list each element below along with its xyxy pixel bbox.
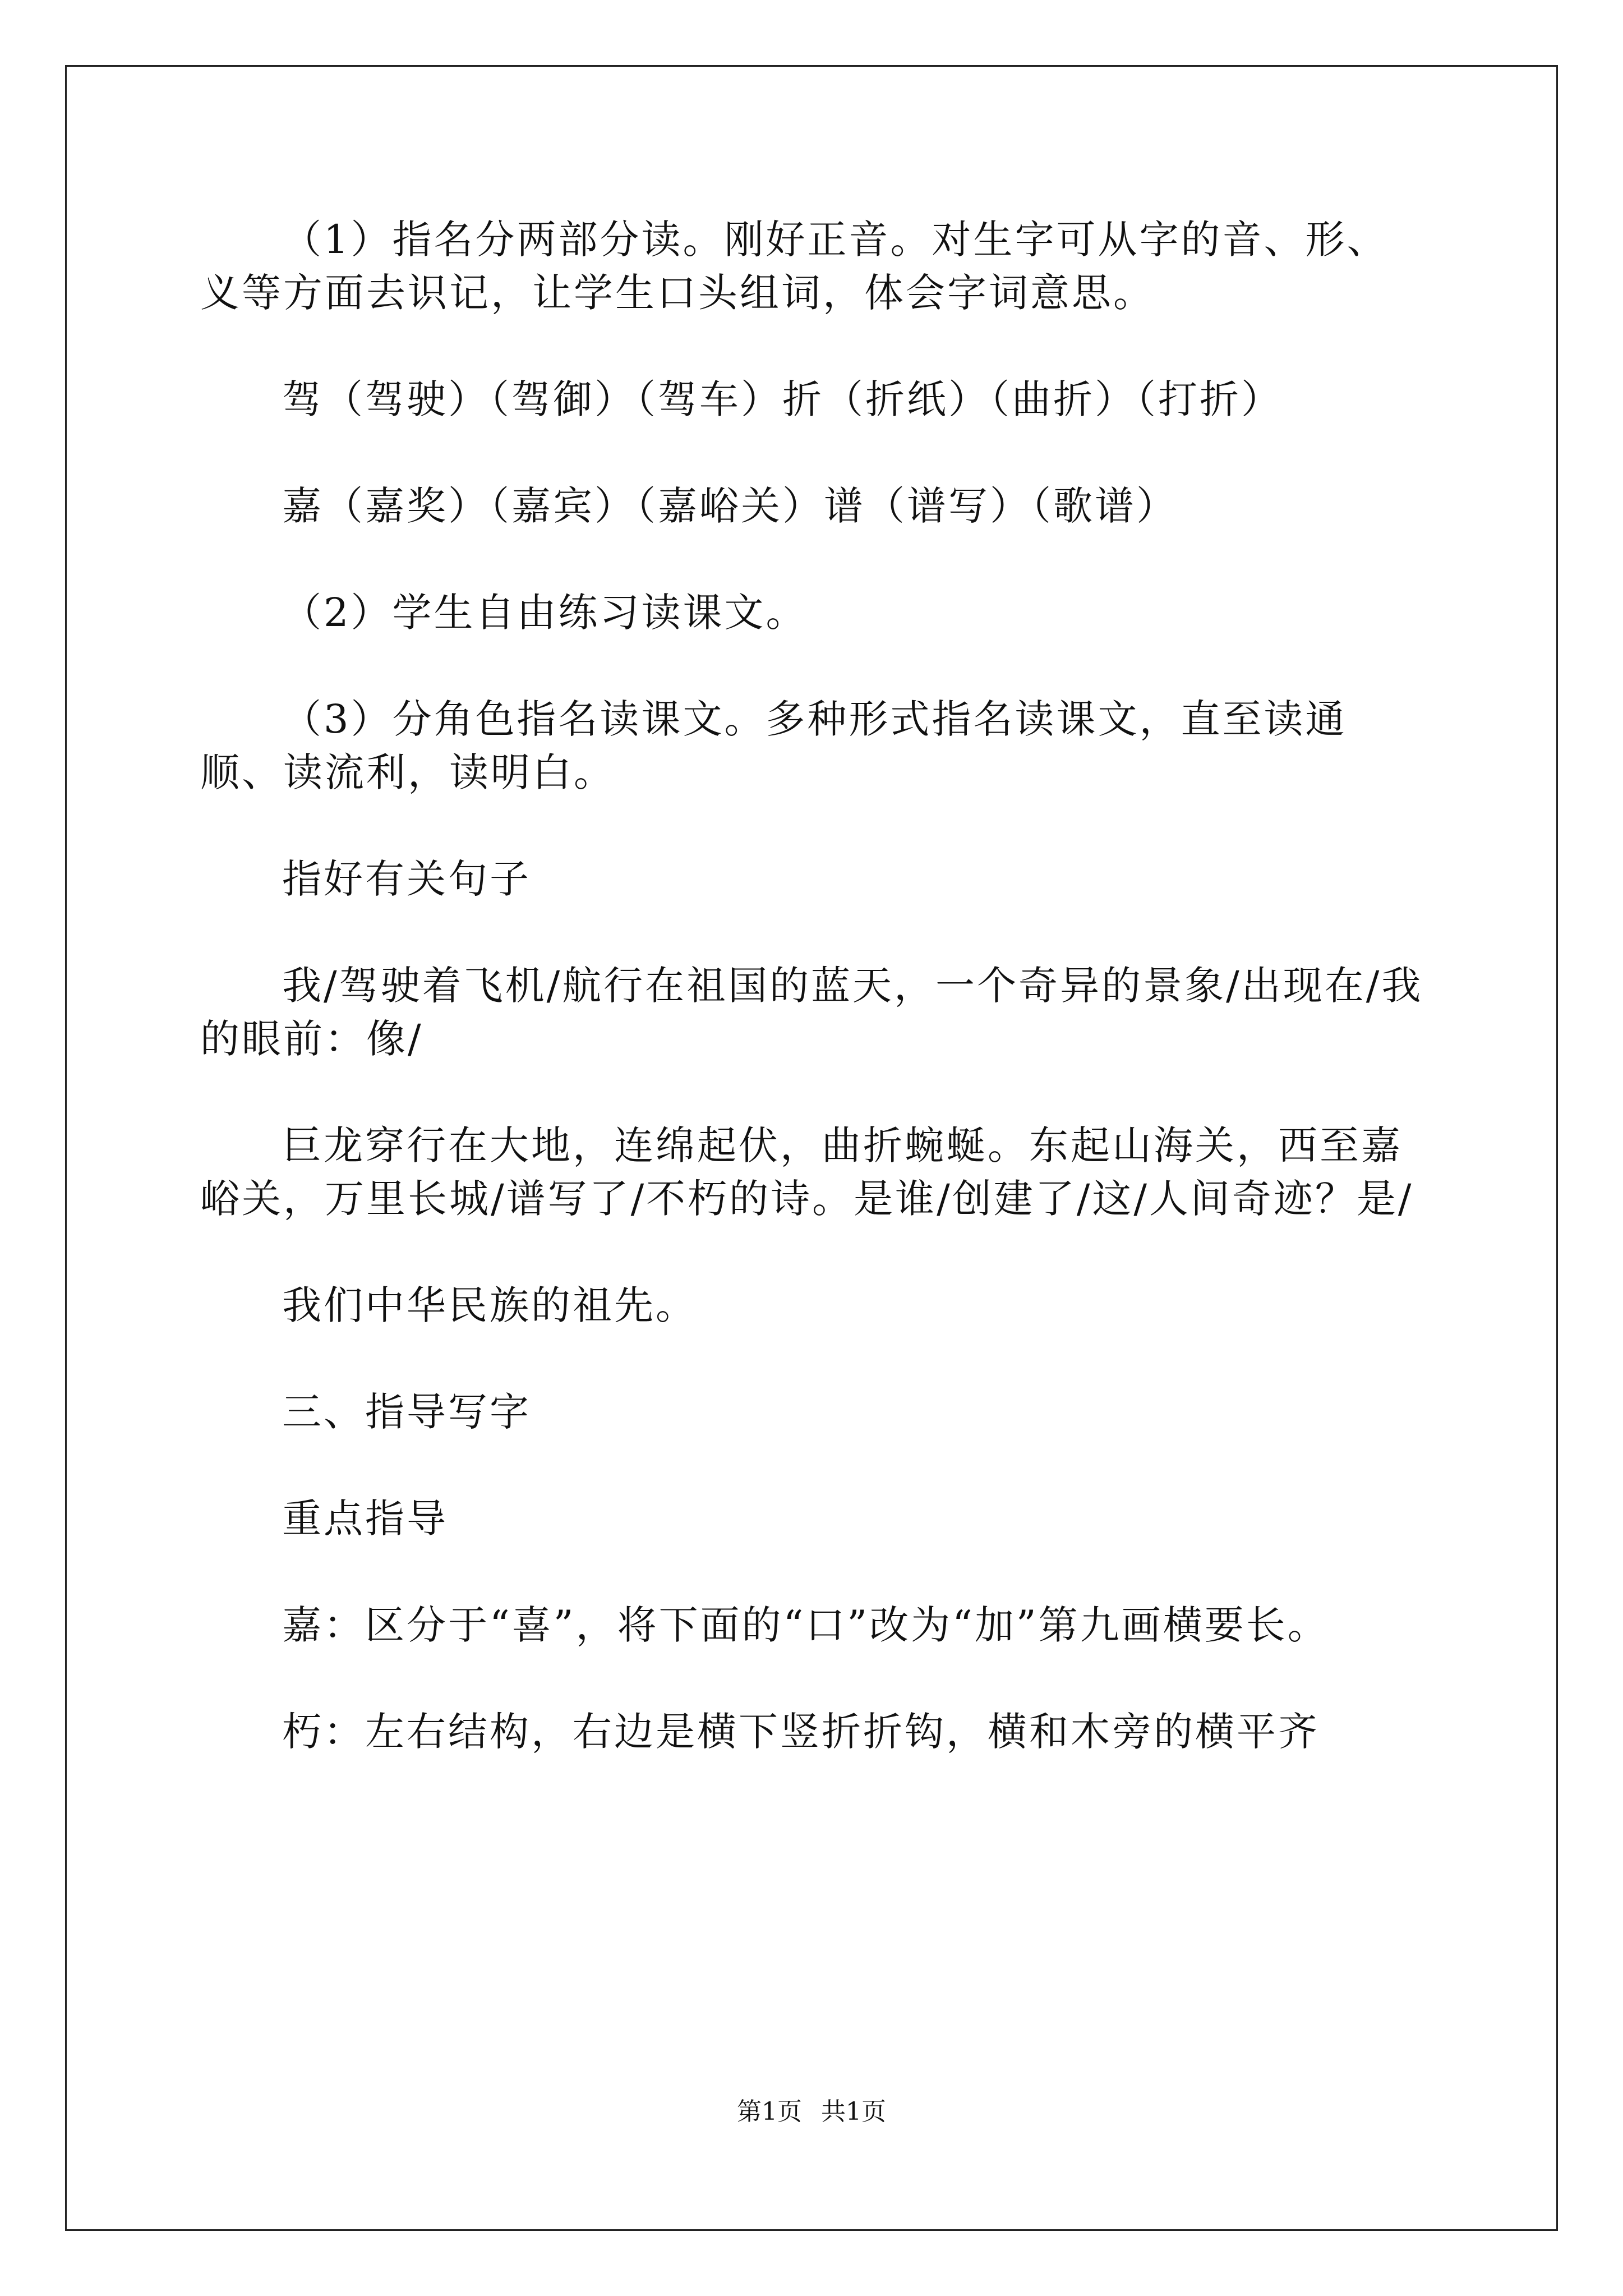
paragraph: 驾（驾驶）（驾御）（驾车）折（折纸）（曲折）（打折） xyxy=(282,376,1283,422)
paragraph: 嘉：区分于“喜”，将下面的“口”改为“加”第九画横要长。 xyxy=(282,1602,1329,1648)
page-footer xyxy=(0,2095,1623,2129)
page-total: 共1页 xyxy=(821,2097,886,2126)
paragraph: （2）学生自由练习读课文。 xyxy=(282,590,808,636)
paragraph: 嘉（嘉奖）（嘉宾）（嘉峪关）谱（谱写）（歌谱） xyxy=(282,483,1178,529)
paragraph: 巨龙穿行在大地，连绵起伏，曲折蜿蜒。东起山海关，西至嘉峪关，万里长城/谱写了/不朽的诗。是谁/创建了/这/人间奇迹？是/ xyxy=(200,1122,1414,1222)
document-body xyxy=(200,213,1426,1812)
section-heading: 三、指导写字 xyxy=(282,1389,531,1435)
subheading: 重点指导 xyxy=(282,1496,448,1542)
page-number: 第1页 xyxy=(737,2097,802,2126)
paragraph: （1）指名分两部分读。刚好正音。对生字可从字的音、形、义等方面去识记，让学生口头组词，体会字词意思。 xyxy=(200,217,1389,316)
paragraph: 朽：左右结构，右边是横下竖折折钩，横和木旁的横平齐 xyxy=(282,1709,1320,1755)
paragraph: 我/驾驶着飞机/航行在祖国的蓝天，一个奇异的景象/出现在/我的眼前：像/ xyxy=(200,963,1423,1062)
paragraph: （3）分角色指名读课文。多种形式指名读课文，直至读通顺、读流利，读明白。 xyxy=(200,696,1347,795)
paragraph: 我们中华民族的祖先。 xyxy=(282,1282,697,1328)
paragraph: 指好有关句子 xyxy=(282,856,531,902)
